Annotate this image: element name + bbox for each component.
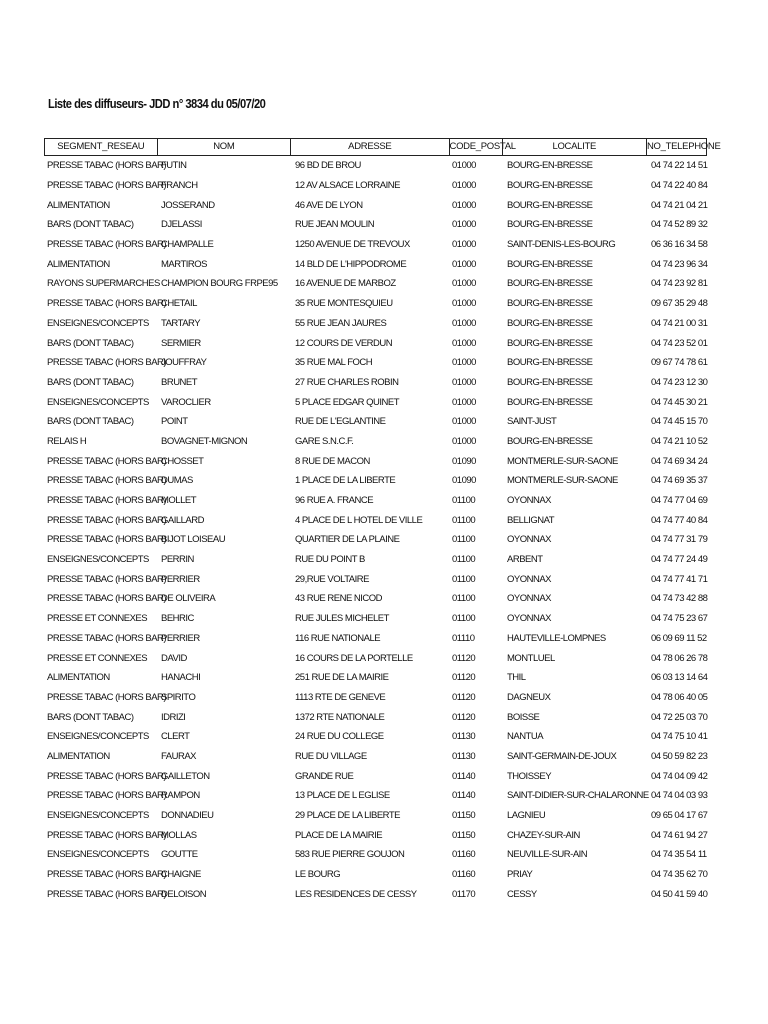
cell-adresse: 13 PLACE DE L EGLISE — [295, 790, 390, 802]
table-row — [44, 747, 707, 767]
cell-adresse: 29 PLACE DE LA LIBERTE — [295, 810, 400, 822]
cell-adresse: QUARTIER DE LA PLAINE — [295, 534, 400, 546]
cell-telephone: 04 74 23 92 81 — [651, 278, 708, 290]
cell-adresse: 1250 AVENUE DE TREVOUX — [295, 239, 410, 251]
cell-telephone: 04 74 73 42 88 — [651, 593, 708, 605]
cell-adresse: 16 COURS DE LA PORTELLE — [295, 652, 413, 664]
cell-nom: BRUNET — [161, 376, 198, 388]
cell-segment: PRESSE TABAC (HORS BAR) — [47, 357, 167, 369]
cell-adresse: 14 BLD DE L'HIPPODROME — [295, 258, 407, 270]
cell-adresse: 43 RUE RENE NICOD — [295, 593, 383, 605]
distributors-table — [44, 138, 721, 904]
cell-segment: BARS (DONT TABAC) — [47, 376, 134, 388]
table-row — [44, 314, 707, 334]
cell-segment: PRESSE TABAC (HORS BAR) — [47, 534, 167, 546]
cell-nom: SPIRITO — [161, 691, 196, 703]
page-title: Liste des diffuseurs- JDD n° 3834 du 05/07/20 — [48, 96, 266, 111]
cell-code-postal: 01000 — [452, 357, 476, 369]
cell-segment: PRESSE TABAC (HORS BAR) — [47, 495, 167, 507]
cell-localite: THIL — [507, 672, 526, 684]
cell-localite: BOURG-EN-BRESSE — [507, 160, 593, 172]
cell-segment: ENSEIGNES/CONCEPTS — [47, 554, 149, 566]
table-row — [44, 569, 707, 589]
cell-localite: ARBENT — [507, 554, 543, 566]
cell-adresse: 1 PLACE DE LA LIBERTE — [295, 475, 396, 487]
cell-localite: BOURG-EN-BRESSE — [507, 180, 593, 192]
table-row — [44, 786, 707, 806]
cell-code-postal: 01160 — [452, 869, 476, 881]
cell-telephone: 04 74 61 94 27 — [651, 829, 708, 841]
table-row — [44, 432, 707, 452]
cell-nom: DELOISON — [161, 888, 207, 900]
cell-segment: PRESSE ET CONNEXES — [47, 652, 148, 664]
cell-nom: DONNADIEU — [161, 810, 214, 822]
cell-segment: PRESSE TABAC (HORS BAR) — [47, 869, 167, 881]
col-header-telephone: NO_TELEPHONE — [646, 139, 706, 155]
cell-localite: THOISSEY — [507, 770, 552, 782]
cell-code-postal: 01110 — [452, 632, 475, 644]
cell-nom: DUMAS — [161, 475, 193, 487]
cell-nom: FRANCH — [161, 180, 198, 192]
cell-code-postal: 01100 — [452, 495, 476, 507]
col-header-code-postal: CODE_POSTAL — [449, 139, 502, 155]
cell-telephone: 04 74 22 40 84 — [651, 180, 708, 192]
cell-adresse: 96 BD DE BROU — [295, 160, 361, 172]
cell-code-postal: 01000 — [452, 416, 476, 428]
cell-adresse: GARE S.N.C.F. — [295, 435, 354, 447]
cell-localite: MONTMERLE-SUR-SAONE — [507, 475, 618, 487]
table-row — [44, 707, 707, 727]
cell-localite: CESSY — [507, 888, 537, 900]
cell-nom: BOVAGNET-MIGNON — [161, 435, 248, 447]
cell-nom: TARTARY — [161, 317, 201, 329]
cell-localite: OYONNAX — [507, 534, 552, 546]
cell-segment: PRESSE TABAC (HORS BAR) — [47, 632, 167, 644]
cell-segment: ENSEIGNES/CONCEPTS — [47, 810, 149, 822]
cell-telephone: 04 74 75 23 67 — [651, 613, 708, 625]
cell-code-postal: 01140 — [452, 790, 476, 802]
cell-code-postal: 01000 — [452, 337, 476, 349]
cell-code-postal: 01100 — [452, 514, 476, 526]
cell-localite: MONTLUEL — [507, 652, 555, 664]
table-row — [44, 845, 707, 865]
table-header — [44, 138, 721, 156]
cell-localite: OYONNAX — [507, 573, 552, 585]
cell-telephone: 04 78 06 40 05 — [651, 691, 708, 703]
cell-adresse: 35 RUE MAL FOCH — [295, 357, 373, 369]
cell-nom: GAILLETON — [161, 770, 210, 782]
table-row — [44, 235, 707, 255]
cell-adresse: LE BOURG — [295, 869, 341, 881]
cell-code-postal: 01000 — [452, 239, 476, 251]
cell-telephone: 04 74 45 15 70 — [651, 416, 708, 428]
cell-telephone: 04 74 77 41 71 — [651, 573, 708, 585]
cell-adresse: RUE JULES MICHELET — [295, 613, 389, 625]
cell-telephone: 04 74 22 14 51 — [651, 160, 708, 172]
cell-adresse: 29,RUE VOLTAIRE — [295, 573, 369, 585]
cell-nom: BIJOT LOISEAU — [161, 534, 226, 546]
col-header-adresse: ADRESSE — [290, 139, 448, 155]
cell-telephone: 04 74 23 12 30 — [651, 376, 708, 388]
table-row — [44, 806, 707, 826]
cell-localite: BOURG-EN-BRESSE — [507, 376, 593, 388]
table-row — [44, 865, 707, 885]
cell-segment: ALIMENTATION — [47, 750, 110, 762]
table-row — [44, 825, 707, 845]
cell-code-postal: 01000 — [452, 258, 476, 270]
cell-telephone: 04 74 69 34 24 — [651, 455, 708, 467]
cell-segment: PRESSE TABAC (HORS BAR) — [47, 790, 167, 802]
cell-code-postal: 01120 — [452, 711, 476, 723]
cell-segment: PRESSE TABAC (HORS BAR) — [47, 888, 167, 900]
cell-segment: PRESSE TABAC (HORS BAR) — [47, 160, 167, 172]
cell-localite: NANTUA — [507, 731, 544, 743]
cell-code-postal: 01000 — [452, 278, 476, 290]
cell-code-postal: 01000 — [452, 396, 476, 408]
cell-telephone: 09 67 74 78 61 — [651, 357, 708, 369]
table-row — [44, 353, 707, 373]
cell-segment: ENSEIGNES/CONCEPTS — [47, 731, 149, 743]
cell-nom: DJELASSI — [161, 219, 202, 231]
cell-localite: BELLIGNAT — [507, 514, 555, 526]
cell-segment: PRESSE TABAC (HORS BAR) — [47, 514, 167, 526]
cell-code-postal: 01150 — [452, 829, 476, 841]
cell-telephone: 04 74 52 89 32 — [651, 219, 708, 231]
table-row — [44, 491, 707, 511]
table-row — [44, 550, 707, 570]
cell-localite: BOURG-EN-BRESSE — [507, 435, 593, 447]
cell-code-postal: 01120 — [452, 691, 476, 703]
table-row — [44, 727, 707, 747]
table-row — [44, 510, 707, 530]
cell-nom: CHAMPALLE — [161, 239, 214, 251]
cell-code-postal: 01000 — [452, 180, 476, 192]
cell-nom: CHAIGNE — [161, 869, 201, 881]
cell-code-postal: 01090 — [452, 475, 476, 487]
table-row — [44, 333, 707, 353]
cell-telephone: 04 74 77 24 49 — [651, 554, 708, 566]
cell-nom: BEHRIC — [161, 613, 194, 625]
cell-adresse: LES RESIDENCES DE CESSY — [295, 888, 417, 900]
table-row — [44, 176, 707, 196]
cell-segment: PRESSE TABAC (HORS BAR) — [47, 770, 167, 782]
cell-adresse: 24 RUE DU COLLEGE — [295, 731, 384, 743]
cell-adresse: 12 AV ALSACE LORRAINE — [295, 180, 400, 192]
cell-localite: BOURG-EN-BRESSE — [507, 396, 593, 408]
cell-adresse: PLACE DE LA MAIRIE — [295, 829, 383, 841]
cell-adresse: 27 RUE CHARLES ROBIN — [295, 376, 399, 388]
cell-nom: GOUTTE — [161, 849, 198, 861]
cell-segment: ALIMENTATION — [47, 199, 110, 211]
cell-adresse: 55 RUE JEAN JAURES — [295, 317, 387, 329]
cell-localite: HAUTEVILLE-LOMPNES — [507, 632, 606, 644]
cell-telephone: 04 74 45 30 21 — [651, 396, 708, 408]
cell-nom: DAVID — [161, 652, 187, 664]
cell-code-postal: 01000 — [452, 160, 476, 172]
cell-code-postal: 01000 — [452, 317, 476, 329]
cell-adresse: 5 PLACE EDGAR QUINET — [295, 396, 400, 408]
cell-localite: BOURG-EN-BRESSE — [507, 337, 593, 349]
cell-code-postal: 01160 — [452, 849, 476, 861]
table-row — [44, 195, 707, 215]
cell-code-postal: 01090 — [452, 455, 476, 467]
cell-code-postal: 01100 — [452, 554, 476, 566]
cell-adresse: 8 RUE DE MACON — [295, 455, 370, 467]
table-row — [44, 589, 707, 609]
cell-segment: RAYONS SUPERMARCHES — [47, 278, 160, 290]
col-header-localite: LOCALITE — [502, 139, 646, 155]
cell-localite: LAGNIEU — [507, 810, 546, 822]
table-body — [44, 156, 707, 904]
cell-code-postal: 01100 — [452, 573, 476, 585]
cell-segment: RELAIS H — [47, 435, 87, 447]
col-header-segment: SEGMENT_RESEAU — [57, 141, 145, 152]
cell-nom: POINT — [161, 416, 188, 428]
cell-adresse: 46 AVE DE LYON — [295, 199, 363, 211]
cell-code-postal: 01130 — [452, 731, 476, 743]
cell-telephone: 04 74 04 03 93 — [651, 790, 708, 802]
cell-adresse: 251 RUE DE LA MAIRIE — [295, 672, 389, 684]
cell-adresse: 116 RUE NATIONALE — [295, 632, 381, 644]
cell-segment: BARS (DONT TABAC) — [47, 711, 134, 723]
cell-nom: CLERT — [161, 731, 190, 743]
cell-nom: RAMPON — [161, 790, 200, 802]
cell-segment: PRESSE TABAC (HORS BAR) — [47, 475, 167, 487]
cell-code-postal: 01150 — [452, 810, 476, 822]
cell-nom: DE OLIVEIRA — [161, 593, 216, 605]
cell-telephone: 04 74 35 62 70 — [651, 869, 708, 881]
cell-nom: MOLLET — [161, 495, 197, 507]
cell-nom: MARTIROS — [161, 258, 207, 270]
cell-adresse: RUE DU VILLAGE — [295, 750, 367, 762]
cell-adresse: 583 RUE PIERRE GOUJON — [295, 849, 405, 861]
cell-adresse: 12 COURS DE VERDUN — [295, 337, 393, 349]
cell-code-postal: 01100 — [452, 613, 476, 625]
cell-nom: CHETAIL — [161, 298, 197, 310]
cell-telephone: 04 74 69 35 37 — [651, 475, 708, 487]
cell-segment: BARS (DONT TABAC) — [47, 416, 134, 428]
cell-segment: PRESSE TABAC (HORS BAR) — [47, 691, 167, 703]
cell-localite: SAINT-DENIS-LES-BOURG — [507, 239, 616, 251]
table-row — [44, 629, 707, 649]
cell-segment: BARS (DONT TABAC) — [47, 219, 134, 231]
table-row — [44, 215, 707, 235]
cell-adresse: 16 AVENUE DE MARBOZ — [295, 278, 396, 290]
cell-nom: JOUFFRAY — [161, 357, 207, 369]
table-row — [44, 530, 707, 550]
cell-telephone: 04 74 21 00 31 — [651, 317, 708, 329]
cell-code-postal: 01000 — [452, 376, 476, 388]
cell-telephone: 04 74 75 10 41 — [651, 731, 708, 743]
table-row — [44, 766, 707, 786]
table-row — [44, 451, 707, 471]
cell-localite: DAGNEUX — [507, 691, 551, 703]
cell-nom: HANACHI — [161, 672, 201, 684]
cell-localite: PRIAY — [507, 869, 533, 881]
cell-code-postal: 01130 — [452, 750, 476, 762]
cell-code-postal: 01170 — [452, 888, 476, 900]
cell-nom: FAURAX — [161, 750, 197, 762]
cell-telephone: 04 74 21 04 21 — [651, 199, 708, 211]
cell-localite: BOURG-EN-BRESSE — [507, 199, 593, 211]
cell-segment: PRESSE TABAC (HORS BAR) — [47, 593, 167, 605]
cell-nom: MOLLAS — [161, 829, 197, 841]
cell-segment: PRESSE TABAC (HORS BAR) — [47, 455, 167, 467]
cell-adresse: RUE JEAN MOULIN — [295, 219, 375, 231]
cell-localite: BOURG-EN-BRESSE — [507, 258, 593, 270]
cell-code-postal: 01140 — [452, 770, 476, 782]
cell-telephone: 04 72 25 03 70 — [651, 711, 708, 723]
cell-nom: PERRIN — [161, 554, 194, 566]
cell-localite: MONTMERLE-SUR-SAONE — [507, 455, 618, 467]
cell-nom: IDRIZI — [161, 711, 186, 723]
cell-telephone: 06 09 69 11 52 — [651, 632, 707, 644]
cell-localite: BOURG-EN-BRESSE — [507, 278, 593, 290]
cell-adresse: GRANDE RUE — [295, 770, 354, 782]
cell-localite: BOURG-EN-BRESSE — [507, 357, 593, 369]
cell-localite: SAINT-DIDIER-SUR-CHALARONNE — [507, 790, 649, 802]
cell-segment: ENSEIGNES/CONCEPTS — [47, 849, 149, 861]
cell-adresse: RUE DE L'EGLANTINE — [295, 416, 386, 428]
cell-telephone: 04 74 77 04 69 — [651, 495, 708, 507]
cell-nom: FUTIN — [161, 160, 187, 172]
cell-telephone: 04 74 35 54 11 — [651, 849, 707, 861]
cell-code-postal: 01100 — [452, 534, 476, 546]
table-row — [44, 254, 707, 274]
cell-localite: BOURG-EN-BRESSE — [507, 317, 593, 329]
cell-localite: BOURG-EN-BRESSE — [507, 298, 593, 310]
cell-nom: GAILLARD — [161, 514, 204, 526]
cell-telephone: 09 65 04 17 67 — [651, 810, 708, 822]
table-row — [44, 373, 707, 393]
cell-localite: BOURG-EN-BRESSE — [507, 219, 593, 231]
table-row — [44, 648, 707, 668]
cell-nom: CHAMPION BOURG FRPE95 — [161, 278, 278, 290]
table-row — [44, 668, 707, 688]
cell-segment: ALIMENTATION — [47, 672, 110, 684]
cell-adresse: 96 RUE A. FRANCE — [295, 495, 374, 507]
cell-segment: PRESSE TABAC (HORS BAR) — [47, 180, 167, 192]
cell-segment: PRESSE TABAC (HORS BAR) — [47, 829, 167, 841]
cell-telephone: 04 50 41 59 40 — [651, 888, 708, 900]
table-row — [44, 471, 707, 491]
cell-code-postal: 01120 — [452, 652, 476, 664]
cell-telephone: 04 74 23 52 01 — [651, 337, 708, 349]
cell-telephone: 04 74 04 09 42 — [651, 770, 708, 782]
cell-adresse: RUE DU POINT B — [295, 554, 365, 566]
cell-telephone: 04 74 23 96 34 — [651, 258, 708, 270]
cell-telephone: 09 67 35 29 48 — [651, 298, 708, 310]
table-row — [44, 392, 707, 412]
table-row — [44, 156, 707, 176]
cell-localite: OYONNAX — [507, 495, 552, 507]
cell-nom: JOSSERAND — [161, 199, 215, 211]
cell-segment: ENSEIGNES/CONCEPTS — [47, 317, 149, 329]
cell-nom: VAROCLIER — [161, 396, 211, 408]
cell-telephone: 04 74 77 31 79 — [651, 534, 708, 546]
cell-localite: OYONNAX — [507, 613, 552, 625]
cell-telephone: 04 50 59 82 23 — [651, 750, 708, 762]
cell-telephone: 04 74 21 10 52 — [651, 435, 708, 447]
cell-code-postal: 01000 — [452, 199, 476, 211]
table-row — [44, 884, 707, 904]
cell-localite: BOISSE — [507, 711, 540, 723]
cell-code-postal: 01000 — [452, 219, 476, 231]
cell-segment: BARS (DONT TABAC) — [47, 337, 134, 349]
cell-localite: NEUVILLE-SUR-AIN — [507, 849, 588, 861]
table-row — [44, 294, 707, 314]
table-row — [44, 274, 707, 294]
cell-segment: PRESSE TABAC (HORS BAR) — [47, 239, 167, 251]
table-row — [44, 412, 707, 432]
cell-nom: CHOSSET — [161, 455, 204, 467]
cell-segment: ENSEIGNES/CONCEPTS — [47, 396, 149, 408]
cell-code-postal: 01100 — [452, 593, 476, 605]
cell-segment: ALIMENTATION — [47, 258, 110, 270]
cell-nom: PERRIER — [161, 632, 200, 644]
cell-telephone: 04 74 77 40 84 — [651, 514, 708, 526]
cell-nom: PERRIER — [161, 573, 200, 585]
cell-telephone: 04 78 06 26 78 — [651, 652, 708, 664]
cell-localite: CHAZEY-SUR-AIN — [507, 829, 580, 841]
cell-telephone: 06 03 13 14 64 — [651, 672, 708, 684]
cell-localite: SAINT-JUST — [507, 416, 557, 428]
col-header-nom: NOM — [157, 139, 291, 155]
table-row — [44, 688, 707, 708]
cell-localite: SAINT-GERMAIN-DE-JOUX — [507, 750, 617, 762]
cell-adresse: 1113 RTE DE GENEVE — [295, 691, 386, 703]
cell-segment: PRESSE ET CONNEXES — [47, 613, 148, 625]
cell-code-postal: 01000 — [452, 298, 476, 310]
table-row — [44, 609, 707, 629]
cell-code-postal: 01120 — [452, 672, 476, 684]
cell-adresse: 35 RUE MONTESQUIEU — [295, 298, 393, 310]
cell-telephone: 06 36 16 34 58 — [651, 239, 708, 251]
cell-localite: OYONNAX — [507, 593, 552, 605]
cell-segment: PRESSE TABAC (HORS BAR) — [47, 573, 167, 585]
cell-adresse: 4 PLACE DE L HOTEL DE VILLE — [295, 514, 423, 526]
cell-adresse: 1372 RTE NATIONALE — [295, 711, 385, 723]
cell-nom: SERMIER — [161, 337, 201, 349]
cell-code-postal: 01000 — [452, 435, 476, 447]
cell-segment: PRESSE TABAC (HORS BAR) — [47, 298, 167, 310]
